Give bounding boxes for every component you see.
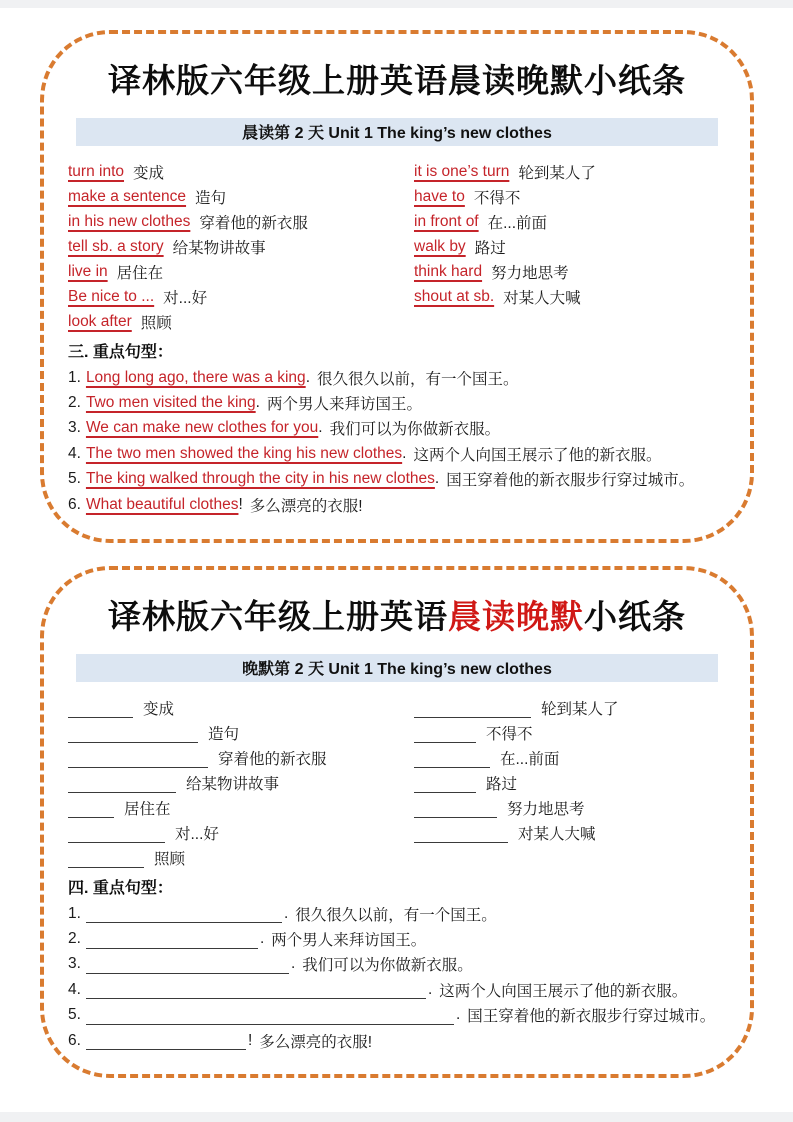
vocab-fill-item (414, 796, 750, 821)
vocab-english-phrase: tell sb. a story (68, 238, 164, 256)
vocab-english-phrase: it is one’s turn (414, 163, 510, 181)
card1-sentence-list (44, 365, 750, 517)
sentence-item (68, 492, 750, 517)
vocab-fill-item (68, 821, 414, 846)
vocab-chinese-meaning: 穿着他的新衣服 (218, 751, 327, 769)
sentence-chinese-translation: 国王穿着他的新衣服步行穿过城市。 (467, 1008, 716, 1026)
answer-blank (414, 730, 476, 743)
answer-blank (68, 830, 165, 843)
sentence-english: The two men showed the king his new clothes (85, 444, 403, 462)
sentence-number: 4. (68, 980, 81, 998)
card2-title-black1: 译林版六年级上册英语 (108, 598, 448, 635)
vocab-english-phrase: in front of (414, 213, 479, 231)
vocab-english-phrase: think hard (414, 263, 483, 281)
vocab-chinese-meaning: 在...前面 (500, 751, 560, 769)
vocab-chinese-meaning: 路过 (474, 240, 506, 258)
answer-blank (86, 910, 282, 923)
card2-title-black2: 小纸条 (584, 598, 686, 635)
answer-blank (414, 805, 497, 818)
sentence-number: 5. (68, 470, 81, 488)
answer-blank (86, 936, 258, 949)
sentence-item (68, 467, 750, 492)
vocab-chinese-meaning: 不得不 (473, 190, 521, 208)
vocab-chinese-meaning: 居住在 (116, 265, 164, 283)
answer-blank (68, 780, 176, 793)
sentence-number: 1. (68, 904, 81, 922)
vocab-fill-item (414, 821, 750, 846)
sentence-item (68, 365, 750, 390)
answer-blank (86, 986, 426, 999)
answer-blank (68, 805, 114, 818)
sentence-number: 6. (68, 1031, 81, 1049)
vocab-english-phrase: have to (414, 188, 465, 206)
sentence-chinese-translation: 两个男人来拜访国王。 (266, 396, 422, 414)
card2-header-band (76, 654, 718, 682)
sentence-chinese-translation: 我们可以为你做新衣服。 (329, 421, 501, 439)
vocab-fill-item (414, 696, 750, 721)
sentence-item (68, 390, 750, 415)
sentence-english: Two men visited the king (85, 394, 256, 412)
card1-title: 译林版六年级上册英语晨读晚默小纸条 (108, 62, 686, 99)
sentence-fill-item (68, 901, 750, 926)
vocab-item (68, 160, 414, 185)
vocab-item (68, 310, 414, 335)
vocab-item (414, 260, 750, 285)
sentence-english: What beautiful clothes (85, 495, 239, 513)
vocab-chinese-meaning: 对某人大喊 (518, 826, 596, 844)
sentence-english: Long long ago, there was a king (85, 368, 306, 386)
sentence-punctuation: . (283, 904, 289, 922)
vocab-chinese-meaning: 变成 (133, 165, 165, 183)
vocab-chinese-meaning: 轮到某人了 (541, 701, 619, 719)
card2-vocab-left-column (68, 696, 414, 871)
card1-vocab-left-column (68, 160, 414, 335)
vocab-chinese-meaning: 努力地思考 (507, 801, 585, 819)
sentence-chinese-translation: 很久很久以前，有一个国王。 (295, 906, 497, 924)
card2-title-red: 晨读晚默 (448, 598, 584, 635)
sentence-chinese-translation: 多么漂亮的衣服! (249, 497, 363, 515)
vocab-item (68, 210, 414, 235)
sentence-number: 6. (68, 495, 81, 513)
vocab-english-phrase: Be nice to ... (68, 288, 155, 306)
vocab-english-phrase: look after (68, 313, 132, 331)
vocab-item (68, 260, 414, 285)
vocab-chinese-meaning: 给某物讲故事 (186, 776, 280, 794)
vocab-chinese-meaning: 造句 (195, 190, 227, 208)
vocab-item (68, 285, 414, 310)
sentence-punctuation: . (402, 444, 407, 462)
vocab-chinese-meaning: 照顾 (140, 315, 172, 333)
sentence-number: 3. (68, 955, 81, 973)
card2-vocab-right-column (414, 696, 750, 871)
answer-blank (414, 830, 508, 843)
vocab-chinese-meaning: 照顾 (154, 851, 186, 869)
vocab-fill-item (68, 846, 414, 871)
sentence-punctuation: . (318, 419, 323, 437)
sentence-chinese-translation: 两个男人来拜访国王。 (271, 932, 427, 950)
card2-sentence-list (44, 901, 750, 1053)
sentence-chinese-translation: 很久很久以前，有一个国王。 (317, 370, 519, 388)
vocab-item (414, 285, 750, 310)
vocab-fill-item (68, 796, 414, 821)
vocab-chinese-meaning: 变成 (143, 701, 175, 719)
vocab-item (68, 235, 414, 260)
vocab-item (414, 185, 750, 210)
vocab-fill-item (68, 696, 414, 721)
vocab-chinese-meaning: 对...好 (163, 290, 208, 308)
card2-title (44, 598, 750, 636)
sentence-number: 2. (68, 930, 81, 948)
answer-blank (414, 705, 531, 718)
evening-dictation-card (40, 566, 754, 1078)
vocab-item (414, 210, 750, 235)
card1-vocab-right-column (414, 160, 750, 335)
answer-blank (68, 705, 133, 718)
vocab-chinese-meaning: 轮到某人了 (518, 165, 596, 183)
answer-blank (414, 780, 476, 793)
sentence-fill-item (68, 1003, 750, 1028)
vocab-english-phrase: walk by (414, 238, 466, 256)
vocab-chinese-meaning: 对...好 (175, 826, 219, 844)
sentence-number: 3. (68, 419, 81, 437)
answer-blank (86, 1012, 454, 1025)
sentence-punctuation: . (455, 1006, 461, 1024)
vocab-chinese-meaning: 路过 (486, 776, 518, 794)
card2-band-text: 晚默第 2 天 Unit 1 The king’s new clothes (242, 661, 552, 679)
sentence-chinese-translation: 这两个人向国王展示了他的新衣服。 (413, 446, 662, 464)
page-bottom-strip (0, 1112, 793, 1122)
sentence-chinese-translation: 国王穿着他的新衣服步行穿过城市。 (446, 472, 695, 490)
vocab-item (414, 235, 750, 260)
sentence-fill-item (68, 977, 750, 1002)
page-top-strip (0, 0, 793, 8)
vocab-fill-item (414, 746, 750, 771)
card2-section-heading: 四. 重点句型： (68, 879, 173, 897)
vocab-chinese-meaning: 造句 (208, 726, 240, 744)
answer-blank (86, 961, 289, 974)
sentence-fill-item (68, 1028, 750, 1053)
vocab-english-phrase: live in (68, 263, 108, 281)
sentence-punctuation: . (305, 368, 310, 386)
sentence-english: We can make new clothes for you (85, 419, 319, 437)
vocab-fill-item (414, 721, 750, 746)
sentence-fill-item (68, 926, 750, 951)
card1-section-heading: 三. 重点句型： (68, 343, 173, 361)
card1-vocab-list (44, 160, 750, 335)
vocab-item (414, 160, 750, 185)
answer-blank (68, 855, 144, 868)
sentence-chinese-translation: 这两个人向国王展示了他的新衣服。 (439, 982, 688, 1000)
vocab-item (68, 185, 414, 210)
sentence-chinese-translation: 多么漂亮的衣服! (259, 1033, 373, 1051)
vocab-english-phrase: turn into (68, 163, 125, 181)
sentence-punctuation: . (255, 394, 260, 412)
vocab-chinese-meaning: 穿着他的新衣服 (199, 215, 308, 233)
vocab-chinese-meaning: 对某人大喊 (503, 290, 581, 308)
card2-vocab-list (44, 696, 750, 871)
sentence-punctuation: . (290, 955, 296, 973)
sentence-chinese-translation: 我们可以为你做新衣服。 (302, 957, 473, 975)
answer-blank (86, 1037, 246, 1050)
vocab-chinese-meaning: 努力地思考 (491, 265, 569, 283)
sentence-number: 2. (68, 394, 81, 412)
vocab-english-phrase: make a sentence (68, 188, 187, 206)
card1-header-band (76, 118, 718, 146)
sentence-punctuation: ! (238, 495, 243, 513)
vocab-english-phrase: in his new clothes (68, 213, 191, 231)
sentence-number: 5. (68, 1006, 81, 1024)
vocab-chinese-meaning: 在...前面 (487, 215, 548, 233)
vocab-fill-item (414, 771, 750, 796)
answer-blank (414, 755, 490, 768)
card1-band-text: 晨读第 2 天 Unit 1 The king’s new clothes (242, 125, 552, 143)
vocab-fill-item (68, 771, 414, 796)
vocab-fill-item (68, 746, 414, 771)
sentence-punctuation: . (434, 470, 440, 488)
vocab-english-phrase: shout at sb. (414, 288, 495, 306)
sentence-number: 4. (68, 444, 81, 462)
vocab-chinese-meaning: 居住在 (124, 801, 171, 819)
sentence-item (68, 441, 750, 466)
vocab-fill-item (68, 721, 414, 746)
morning-reading-card (40, 30, 754, 543)
sentence-number: 1. (68, 368, 81, 386)
answer-blank (68, 755, 208, 768)
sentence-punctuation: . (259, 930, 265, 948)
vocab-chinese-meaning: 给某物讲故事 (172, 240, 266, 258)
sentence-punctuation: . (427, 980, 433, 998)
sentence-punctuation: ! (247, 1031, 253, 1049)
vocab-chinese-meaning: 不得不 (486, 726, 533, 744)
sentence-fill-item (68, 952, 750, 977)
sentence-item (68, 416, 750, 441)
sentence-english: The king walked through the city in his new clothes (85, 470, 435, 488)
answer-blank (68, 730, 198, 743)
